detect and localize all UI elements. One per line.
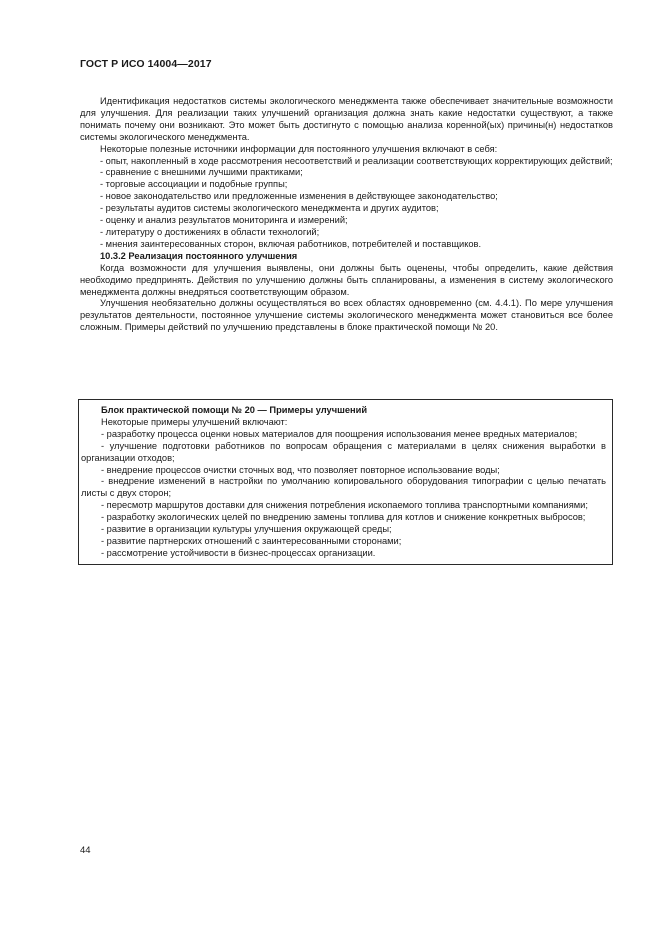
- list-item: - новое законодательство или предложенные изменения в действующее законодательство;: [100, 191, 498, 202]
- list-item: - развитие партнерских отношений с заинтересованными сторонами;: [101, 535, 402, 546]
- help-block-title: Блок практической помощи № 20 — Примеры улучшений: [101, 405, 368, 415]
- list-item: - литературу о достижениях в области технологий;: [100, 226, 320, 237]
- paragraph: Когда возможности для улучшения выявлены, они должны быть оценены, чтобы определить, какие действия необходимо предпринять. Действия по улучшению должны быть спланированы, а изменения в систему экологического менеджмента должны внедряться соответствующим образом.: [80, 262, 613, 297]
- paragraph: Улучшения необязательно должны осуществляться во всех областях одновременно (см. 4.4.1). По мере улучшения результатов деятельности, постоянное улучшение системы экологического менеджмента может становиться все более сложным. Примеры действий по улучшению представлены в блоке практической помощи № 20.: [80, 298, 613, 333]
- section-heading: 10.3.2 Реализация постоянного улучшения: [100, 250, 298, 261]
- list-item: - оценку и анализ результатов мониторинга и измерений;: [100, 215, 348, 226]
- list-item: - внедрение процессов очистки сточных вод, что позволяет повторное использование воды;: [101, 464, 500, 475]
- list-item: - разработку процесса оценки новых материалов для поощрения использования менее вредных материалов;: [101, 428, 578, 439]
- list-item: - внедрение изменений в настройки по умолчанию копировального оборудования типографии с целью печатать листы с двух сторон;: [81, 476, 606, 499]
- page-number: 44: [80, 845, 91, 856]
- practical-help-block: [78, 399, 613, 565]
- list-item: - улучшение подготовки работников по вопросам обращения с материалами в целях снижения выработки в организации отходов;: [81, 440, 606, 463]
- main-text: [80, 96, 613, 334]
- list-item: - результаты аудитов системы экологического менеджмента и других аудитов;: [100, 203, 439, 214]
- list-item: - опыт, накопленный в ходе рассмотрения несоответствий и реализации соответствующих корректирующих действий;: [100, 155, 613, 166]
- list-item: - рассмотрение устойчивости в бизнес-процессах организации.: [101, 547, 376, 558]
- paragraph: Некоторые полезные источники информации для постоянного улучшения включают в себя:: [100, 143, 498, 154]
- list-item: - разработку экологических целей по внедрению замены топлива для котлов и снижение конкретных выбросов;: [101, 512, 586, 523]
- help-block-intro: Некоторые примеры улучшений включают:: [101, 416, 288, 427]
- list-item: - торговые ассоциации и подобные группы;: [100, 179, 288, 190]
- list-item: - мнения заинтересованных сторон, включая работников, потребителей и поставщиков.: [100, 238, 482, 249]
- document-header: ГОСТ Р ИСО 14004—2017: [80, 58, 212, 70]
- list-item: - сравнение с внешними лучшими практиками;: [100, 167, 303, 178]
- paragraph: Идентификация недостатков системы экологического менеджмента также обеспечивает значительные возможности для улучшения. Для реализации таких улучшений организация должна знать какие недостатки существуют, а также понимать почему они возникают. Это может быть достигнуто с помощью анализа коренной(ых) причины(н) недостатков системы экологического менеджмента.: [80, 96, 613, 142]
- list-item: - развитие в организации культуры улучшения окружающей среды;: [101, 524, 392, 535]
- list-item: - пересмотр маршрутов доставки для снижения потребления ископаемого топлива транспортными компаниями;: [101, 500, 588, 511]
